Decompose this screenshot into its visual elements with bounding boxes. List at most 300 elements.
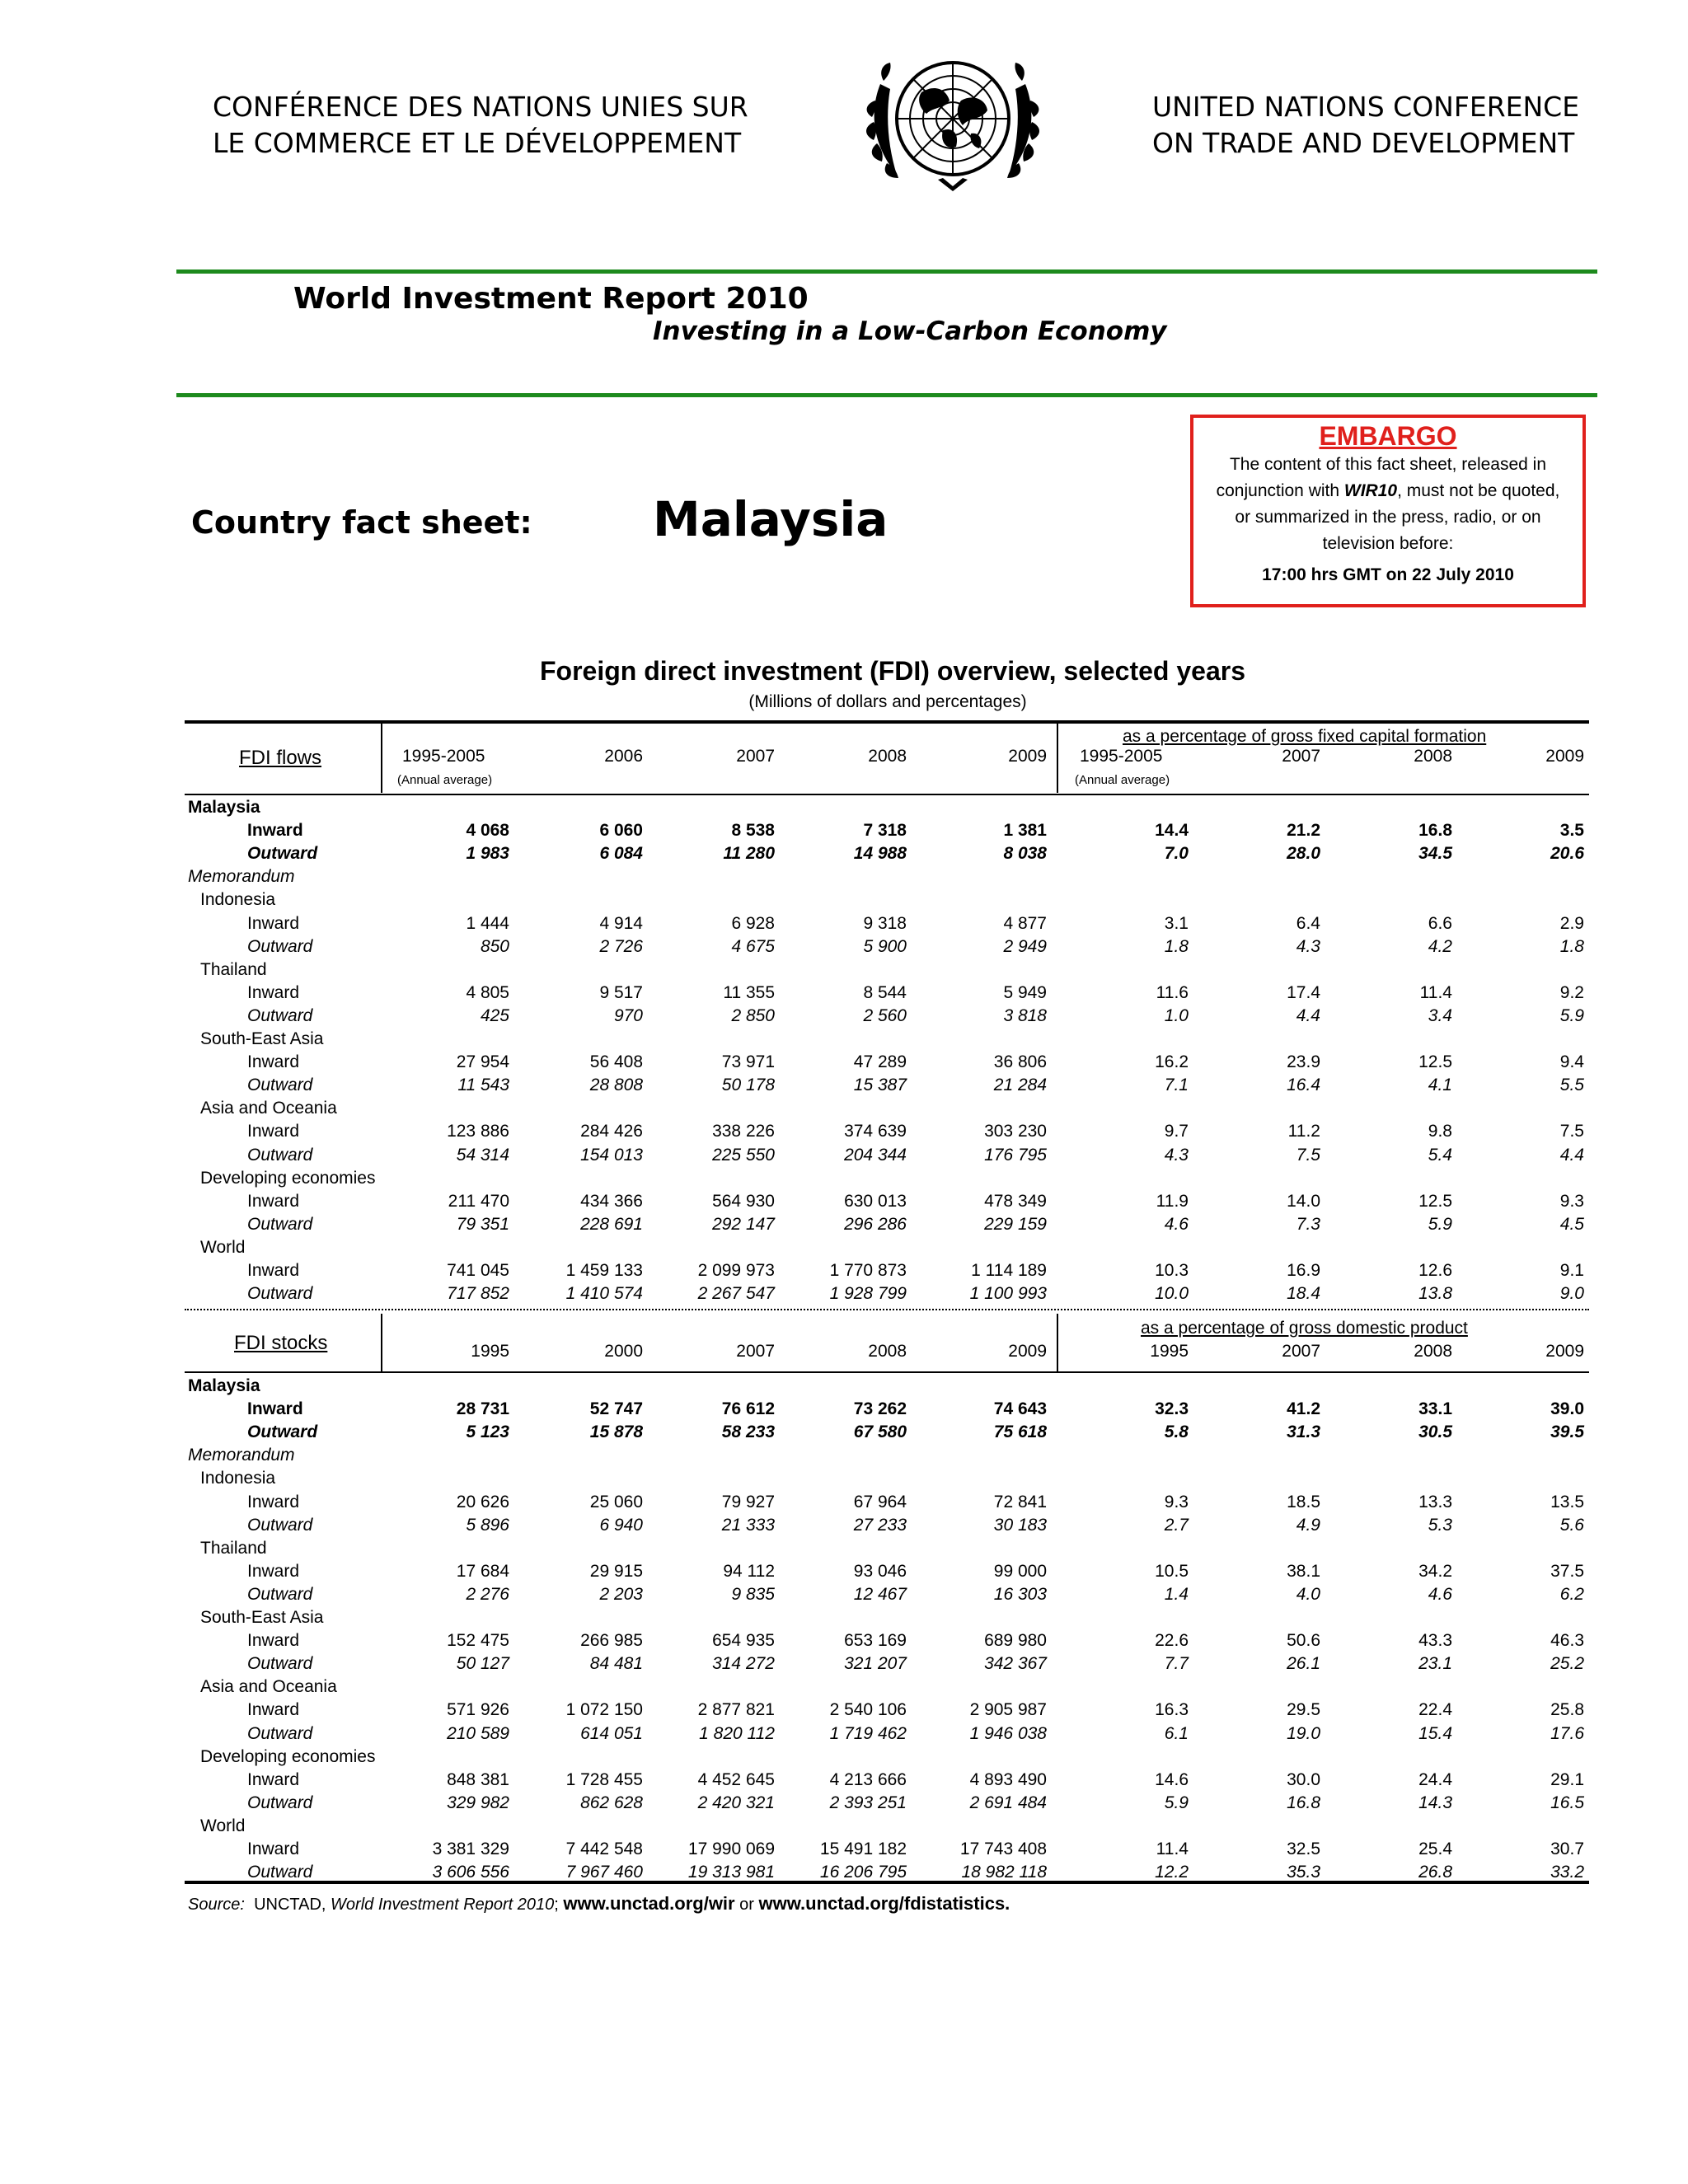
table-cell: 5 949 bbox=[1003, 983, 1047, 1002]
table-cell: 7 442 548 bbox=[565, 1840, 643, 1858]
row-label: Inward bbox=[247, 1192, 300, 1211]
flows-column-header: 2006 bbox=[604, 747, 643, 766]
table-cell: 6.2 bbox=[1559, 1585, 1584, 1604]
table-top-rule bbox=[185, 720, 1589, 724]
stocks-column-header: 2007 bbox=[736, 1342, 775, 1361]
table-row bbox=[0, 1677, 1688, 1700]
table-cell: 6 940 bbox=[599, 1516, 643, 1535]
embargo-line3: or summarized in the press, radio, or on bbox=[1235, 508, 1541, 527]
table-cell: 73 971 bbox=[721, 1052, 775, 1071]
table-cell: 21 333 bbox=[721, 1516, 775, 1535]
table-cell: 15 878 bbox=[589, 1422, 643, 1441]
embargo-time: 17:00 hrs GMT on 22 July 2010 bbox=[1262, 565, 1514, 584]
table-cell: 3 818 bbox=[1003, 1006, 1047, 1025]
table-row bbox=[0, 1006, 1688, 1029]
table-cell: 35.3 bbox=[1287, 1863, 1320, 1882]
row-label: Inward bbox=[247, 1700, 300, 1719]
table-cell: 228 691 bbox=[580, 1215, 643, 1234]
row-label: Malaysia bbox=[188, 1376, 260, 1395]
table-cell: 4.5 bbox=[1559, 1215, 1584, 1234]
row-label: Inward bbox=[247, 1840, 300, 1858]
table-row bbox=[0, 1562, 1688, 1585]
table-cell: 314 272 bbox=[712, 1654, 775, 1673]
embargo-line2 bbox=[1193, 478, 1582, 504]
row-label: Inward bbox=[247, 821, 303, 840]
stocks-column-header: 2000 bbox=[604, 1342, 643, 1361]
table-row bbox=[0, 1469, 1688, 1492]
flows-annual-note-right: (Annual average) bbox=[1075, 773, 1170, 787]
table-cell: 4 452 645 bbox=[697, 1770, 775, 1789]
french-header bbox=[213, 89, 748, 162]
table-cell: 43.3 bbox=[1418, 1631, 1452, 1650]
table-row bbox=[0, 1261, 1688, 1284]
table-row bbox=[0, 1608, 1688, 1631]
flows-column-header: 2007 bbox=[1282, 747, 1320, 766]
fact-sheet-label: Country fact sheet: bbox=[191, 504, 532, 541]
row-label: Outward bbox=[247, 1724, 313, 1743]
table-row bbox=[0, 1169, 1688, 1192]
flows-column-header: 2009 bbox=[1008, 747, 1047, 766]
report-title: World Investment Report 2010 bbox=[293, 282, 809, 316]
table-cell: 689 980 bbox=[984, 1631, 1047, 1650]
table-cell: 29.5 bbox=[1287, 1700, 1320, 1719]
flows-column-header: 2007 bbox=[736, 747, 775, 766]
embargo-line4: television before: bbox=[1322, 534, 1454, 553]
table-cell: 17 743 408 bbox=[959, 1840, 1047, 1858]
flows-annual-note-left: (Annual average) bbox=[397, 773, 493, 787]
table-cell: 4 675 bbox=[731, 937, 775, 956]
table-cell: 2 949 bbox=[1003, 937, 1047, 956]
table-row bbox=[0, 960, 1688, 983]
table-cell: 2 420 321 bbox=[697, 1793, 775, 1812]
table-cell: 7 967 460 bbox=[565, 1863, 643, 1882]
table-cell: 434 366 bbox=[580, 1192, 643, 1211]
row-label: Inward bbox=[247, 983, 300, 1002]
table-cell: 3.1 bbox=[1164, 914, 1189, 933]
table-cell: 93 046 bbox=[853, 1562, 907, 1581]
table-row bbox=[0, 1422, 1688, 1446]
table-cell: 6.4 bbox=[1296, 914, 1320, 933]
table-row bbox=[0, 1376, 1688, 1399]
flows-column-header: 2008 bbox=[1414, 747, 1452, 766]
table-cell: 266 985 bbox=[580, 1631, 643, 1650]
table-cell: 34.5 bbox=[1418, 844, 1452, 863]
row-label: Memorandum bbox=[188, 1446, 295, 1465]
table-cell: 22.4 bbox=[1418, 1700, 1452, 1719]
table-cell: 2 691 484 bbox=[969, 1793, 1047, 1812]
stocks-column-header: 2009 bbox=[1545, 1342, 1584, 1361]
table-cell: 2 877 821 bbox=[697, 1700, 775, 1719]
table-cell: 342 367 bbox=[984, 1654, 1047, 1673]
table-cell: 25.2 bbox=[1550, 1654, 1584, 1673]
table-cell: 6 084 bbox=[599, 844, 643, 863]
stocks-header-rule bbox=[185, 1371, 1589, 1373]
table-row bbox=[0, 1747, 1688, 1770]
table-cell: 4.3 bbox=[1296, 937, 1320, 956]
flows-header-divider-right bbox=[1057, 724, 1058, 793]
source-text: UNCTAD, bbox=[254, 1896, 331, 1914]
table-cell: 571 926 bbox=[447, 1700, 509, 1719]
table-cell: 47 289 bbox=[853, 1052, 907, 1071]
table-cell: 14.0 bbox=[1287, 1192, 1320, 1211]
table-row bbox=[0, 1654, 1688, 1677]
table-cell: 28.0 bbox=[1287, 844, 1320, 863]
table-cell: 7.3 bbox=[1296, 1215, 1320, 1234]
table-cell: 39.5 bbox=[1550, 1422, 1584, 1441]
table-cell: 16.2 bbox=[1155, 1052, 1189, 1071]
table-cell: 17 990 069 bbox=[687, 1840, 775, 1858]
row-label: Inward bbox=[247, 1052, 300, 1071]
table-cell: 26.8 bbox=[1418, 1863, 1452, 1882]
table-cell: 654 935 bbox=[712, 1631, 775, 1650]
row-label: Outward bbox=[247, 1654, 313, 1673]
table-cell: 29 915 bbox=[589, 1562, 643, 1581]
table-cell: 24.4 bbox=[1418, 1770, 1452, 1789]
table-cell: 10.5 bbox=[1155, 1562, 1189, 1581]
table-cell: 2 905 987 bbox=[969, 1700, 1047, 1719]
table-cell: 2.7 bbox=[1164, 1516, 1189, 1535]
table-row bbox=[0, 983, 1688, 1006]
table-cell: 321 207 bbox=[844, 1654, 907, 1673]
table-cell: 99 000 bbox=[993, 1562, 1047, 1581]
source-link-wir[interactable]: www.unctad.org/wir bbox=[563, 1893, 735, 1914]
table-cell: 54 314 bbox=[456, 1146, 509, 1165]
table-cell: 46.3 bbox=[1550, 1631, 1584, 1650]
stocks-column-header: 2008 bbox=[1414, 1342, 1452, 1361]
table-cell: 32.5 bbox=[1287, 1840, 1320, 1858]
row-label: Outward bbox=[247, 1516, 313, 1535]
table-cell: 204 344 bbox=[844, 1146, 907, 1165]
row-label: Outward bbox=[247, 1215, 313, 1234]
table-row bbox=[0, 914, 1688, 937]
table-cell: 303 230 bbox=[984, 1122, 1047, 1141]
table-cell: 17 684 bbox=[456, 1562, 509, 1581]
table-cell: 72 841 bbox=[993, 1493, 1047, 1511]
table-cell: 9 835 bbox=[731, 1585, 775, 1604]
row-label: Inward bbox=[247, 1493, 300, 1511]
table-cell: 30.5 bbox=[1418, 1422, 1452, 1441]
table-row bbox=[0, 1076, 1688, 1099]
table-cell: 52 747 bbox=[589, 1399, 643, 1418]
table-cell: 2 203 bbox=[599, 1585, 643, 1604]
table-cell: 1.0 bbox=[1164, 1006, 1189, 1025]
table-cell: 14 988 bbox=[853, 844, 907, 863]
table-row bbox=[0, 1215, 1688, 1238]
table-cell: 176 795 bbox=[984, 1146, 1047, 1165]
table-cell: 36 806 bbox=[993, 1052, 1047, 1071]
embargo-box bbox=[1190, 415, 1586, 607]
table-cell: 74 643 bbox=[993, 1399, 1047, 1418]
table-cell: 5 123 bbox=[466, 1422, 509, 1441]
table-cell: 154 013 bbox=[580, 1146, 643, 1165]
table-cell: 75 618 bbox=[993, 1422, 1047, 1441]
table-cell: 3 381 329 bbox=[432, 1840, 509, 1858]
table-cell: 4.2 bbox=[1428, 937, 1452, 956]
table-cell: 30 183 bbox=[993, 1516, 1047, 1535]
table-row bbox=[0, 1052, 1688, 1076]
table-cell: 20.6 bbox=[1550, 844, 1584, 863]
table-cell: 6 928 bbox=[731, 914, 775, 933]
table-cell: 374 639 bbox=[844, 1122, 907, 1141]
flows-column-header: 2009 bbox=[1545, 747, 1584, 766]
source-sep: ; bbox=[554, 1896, 564, 1914]
table-cell: 7.0 bbox=[1164, 844, 1189, 863]
table-row bbox=[0, 1446, 1688, 1469]
table-cell: 16.4 bbox=[1287, 1076, 1320, 1094]
table-cell: 9.2 bbox=[1559, 983, 1584, 1002]
table-cell: 73 262 bbox=[853, 1399, 907, 1418]
table-row bbox=[0, 1029, 1688, 1052]
table-cell: 210 589 bbox=[447, 1724, 509, 1743]
table-cell: 8 538 bbox=[731, 821, 775, 840]
table-cell: 3 606 556 bbox=[432, 1863, 509, 1882]
table-cell: 5.9 bbox=[1428, 1215, 1452, 1234]
table-title: Foreign direct investment (FDI) overview, selected years bbox=[540, 656, 1245, 686]
table-cell: 16.9 bbox=[1287, 1261, 1320, 1280]
table-row bbox=[0, 821, 1688, 844]
table-cell: 67 580 bbox=[853, 1422, 907, 1441]
table-cell: 76 612 bbox=[721, 1399, 775, 1418]
row-label: Outward bbox=[247, 1284, 313, 1303]
table-cell: 2 393 251 bbox=[829, 1793, 907, 1812]
table-cell: 5.6 bbox=[1559, 1516, 1584, 1535]
table-cell: 19.0 bbox=[1287, 1724, 1320, 1743]
row-label: Inward bbox=[247, 1631, 300, 1650]
table-row bbox=[0, 1539, 1688, 1562]
row-label: South-East Asia bbox=[200, 1608, 324, 1627]
embargo-line2-pre: conjunction with bbox=[1216, 481, 1344, 500]
table-cell: 3.4 bbox=[1428, 1006, 1452, 1025]
table-row bbox=[0, 890, 1688, 913]
table-cell: 25 060 bbox=[589, 1493, 643, 1511]
table-cell: 9.4 bbox=[1559, 1052, 1584, 1071]
table-cell: 7 318 bbox=[863, 821, 907, 840]
row-label: Memorandum bbox=[188, 867, 295, 886]
stocks-column-header: 1995 bbox=[471, 1342, 509, 1361]
table-cell: 4 805 bbox=[466, 983, 509, 1002]
source-link-fdistatistics[interactable]: www.unctad.org/fdistatistics. bbox=[758, 1893, 1010, 1914]
table-cell: 1 928 799 bbox=[829, 1284, 907, 1303]
table-cell: 22.6 bbox=[1155, 1631, 1189, 1650]
table-cell: 50.6 bbox=[1287, 1631, 1320, 1650]
row-label: Inward bbox=[247, 1122, 300, 1141]
table-cell: 4.9 bbox=[1296, 1516, 1320, 1535]
table-cell: 717 852 bbox=[447, 1284, 509, 1303]
table-cell: 4 914 bbox=[599, 914, 643, 933]
table-row bbox=[0, 1770, 1688, 1793]
table-cell: 3.5 bbox=[1559, 821, 1584, 840]
table-cell: 848 381 bbox=[447, 1770, 509, 1789]
table-cell: 15.4 bbox=[1418, 1724, 1452, 1743]
table-cell: 1 444 bbox=[466, 914, 509, 933]
flows-column-header: 2008 bbox=[868, 747, 907, 766]
french-header-line2: LE COMMERCE ET LE DÉVELOPPEMENT bbox=[213, 127, 742, 159]
flows-section-label: FDI flows bbox=[239, 747, 322, 769]
table-cell: 7.1 bbox=[1164, 1076, 1189, 1094]
table-cell: 18 982 118 bbox=[961, 1863, 1047, 1882]
table-cell: 329 982 bbox=[447, 1793, 509, 1812]
english-header-line1: UNITED NATIONS CONFERENCE bbox=[1152, 91, 1580, 123]
table-cell: 56 408 bbox=[589, 1052, 643, 1071]
source-or: or bbox=[734, 1896, 759, 1914]
flows-pct-heading: as a percentage of gross fixed capital formation bbox=[1123, 727, 1487, 746]
table-cell: 4 893 490 bbox=[969, 1770, 1047, 1789]
table-cell: 16.3 bbox=[1155, 1700, 1189, 1719]
row-label: Developing economies bbox=[200, 1169, 376, 1188]
table-cell: 1 410 574 bbox=[565, 1284, 643, 1303]
embargo-line1: The content of this fact sheet, released in bbox=[1229, 455, 1547, 474]
table-cell: 16 206 795 bbox=[819, 1863, 907, 1882]
row-label: Indonesia bbox=[200, 890, 276, 909]
table-cell: 338 226 bbox=[712, 1122, 775, 1141]
table-cell: 4.6 bbox=[1428, 1585, 1452, 1604]
table-row bbox=[0, 1238, 1688, 1261]
row-label: Inward bbox=[247, 1399, 303, 1418]
table-cell: 94 112 bbox=[723, 1562, 775, 1581]
table-cell: 9.7 bbox=[1164, 1122, 1189, 1141]
row-label: Thailand bbox=[200, 960, 267, 979]
table-cell: 4.6 bbox=[1164, 1215, 1189, 1234]
table-cell: 4 877 bbox=[1003, 914, 1047, 933]
table-cell: 211 470 bbox=[448, 1192, 509, 1211]
table-cell: 26.1 bbox=[1287, 1654, 1320, 1673]
source-label: Source: bbox=[188, 1896, 245, 1914]
table-cell: 17.4 bbox=[1287, 983, 1320, 1002]
table-cell: 31.3 bbox=[1287, 1422, 1320, 1441]
table-cell: 850 bbox=[480, 937, 509, 956]
table-cell: 4.4 bbox=[1296, 1006, 1320, 1025]
table-cell: 123 886 bbox=[447, 1122, 509, 1141]
table-cell: 296 286 bbox=[844, 1215, 907, 1234]
row-label: Outward bbox=[247, 1076, 313, 1094]
table-cell: 4.1 bbox=[1428, 1076, 1452, 1094]
table-cell: 38.1 bbox=[1287, 1562, 1320, 1581]
table-cell: 8 038 bbox=[1003, 844, 1047, 863]
english-header-line2: ON TRADE AND DEVELOPMENT bbox=[1152, 127, 1575, 159]
row-label: Inward bbox=[247, 1562, 300, 1581]
table-cell: 425 bbox=[480, 1006, 509, 1025]
row-label: South-East Asia bbox=[200, 1029, 324, 1048]
table-cell: 25.4 bbox=[1418, 1840, 1452, 1858]
table-row bbox=[0, 1399, 1688, 1422]
english-header bbox=[1152, 89, 1579, 162]
table-cell: 11.9 bbox=[1156, 1192, 1189, 1211]
source-note bbox=[188, 1893, 1010, 1915]
table-cell: 11 543 bbox=[457, 1076, 509, 1094]
table-cell: 5 896 bbox=[466, 1516, 509, 1535]
table-cell: 1 728 455 bbox=[565, 1770, 643, 1789]
table-cell: 9 517 bbox=[599, 983, 643, 1002]
table-cell: 8 544 bbox=[863, 983, 907, 1002]
table-cell: 478 349 bbox=[984, 1192, 1047, 1211]
embargo-text bbox=[1193, 452, 1582, 557]
green-rule-bottom bbox=[176, 393, 1597, 397]
table-cell: 5.3 bbox=[1428, 1516, 1452, 1535]
table-cell: 1 820 112 bbox=[699, 1724, 775, 1743]
table-cell: 33.2 bbox=[1550, 1863, 1584, 1882]
table-cell: 12.6 bbox=[1418, 1261, 1452, 1280]
table-cell: 2 560 bbox=[863, 1006, 907, 1025]
table-cell: 84 481 bbox=[589, 1654, 643, 1673]
table-cell: 33.1 bbox=[1418, 1399, 1452, 1418]
table-cell: 11.2 bbox=[1287, 1122, 1320, 1141]
table-cell: 1 114 189 bbox=[971, 1261, 1047, 1280]
section-dotted-rule bbox=[185, 1309, 1589, 1310]
table-cell: 7.7 bbox=[1164, 1654, 1189, 1673]
table-cell: 18.5 bbox=[1287, 1493, 1320, 1511]
table-cell: 292 147 bbox=[712, 1215, 775, 1234]
table-row bbox=[0, 1840, 1688, 1863]
table-cell: 12.2 bbox=[1155, 1863, 1189, 1882]
table-row bbox=[0, 1816, 1688, 1840]
table-cell: 30.7 bbox=[1550, 1840, 1584, 1858]
table-cell: 5 900 bbox=[863, 937, 907, 956]
table-cell: 6.1 bbox=[1164, 1724, 1189, 1743]
table-cell: 970 bbox=[613, 1006, 643, 1025]
table-cell: 21 284 bbox=[993, 1076, 1047, 1094]
table-cell: 16.8 bbox=[1287, 1793, 1320, 1812]
stocks-column-header: 2009 bbox=[1008, 1342, 1047, 1361]
row-label: Asia and Oceania bbox=[200, 1099, 337, 1118]
table-cell: 9.3 bbox=[1559, 1192, 1584, 1211]
table-cell: 1 770 873 bbox=[829, 1261, 907, 1280]
table-cell: 9.1 bbox=[1559, 1261, 1584, 1280]
table-cell: 1.4 bbox=[1164, 1585, 1189, 1604]
table-cell: 653 169 bbox=[844, 1631, 907, 1650]
table-cell: 16.5 bbox=[1550, 1793, 1584, 1812]
table-row bbox=[0, 1122, 1688, 1145]
table-cell: 11 280 bbox=[723, 844, 775, 863]
table-cell: 19 313 981 bbox=[687, 1863, 775, 1882]
table-cell: 39.0 bbox=[1550, 1399, 1584, 1418]
row-label: Thailand bbox=[200, 1539, 267, 1558]
table-cell: 29.1 bbox=[1550, 1770, 1584, 1789]
table-cell: 1 072 150 bbox=[565, 1700, 643, 1719]
table-cell: 23.1 bbox=[1418, 1654, 1452, 1673]
row-label: Malaysia bbox=[188, 798, 260, 817]
country-name: Malaysia bbox=[653, 491, 889, 547]
table-row bbox=[0, 798, 1688, 821]
table-cell: 2 726 bbox=[599, 937, 643, 956]
row-label: Outward bbox=[247, 1793, 313, 1812]
table-cell: 25.8 bbox=[1550, 1700, 1584, 1719]
table-cell: 34.2 bbox=[1418, 1562, 1452, 1581]
table-cell: 11.4 bbox=[1156, 1840, 1189, 1858]
table-cell: 4 213 666 bbox=[829, 1770, 907, 1789]
stocks-section-label: FDI stocks bbox=[234, 1332, 328, 1354]
table-cell: 13.3 bbox=[1418, 1493, 1452, 1511]
table-row bbox=[0, 1192, 1688, 1215]
table-row bbox=[0, 1516, 1688, 1539]
table-cell: 7.5 bbox=[1559, 1122, 1584, 1141]
table-row bbox=[0, 1793, 1688, 1816]
table-cell: 67 964 bbox=[853, 1493, 907, 1511]
stocks-column-header: 2007 bbox=[1282, 1342, 1320, 1361]
report-subtitle: Investing in a Low-Carbon Economy bbox=[653, 316, 1167, 346]
table-cell: 10.0 bbox=[1155, 1284, 1189, 1303]
table-cell: 229 159 bbox=[984, 1215, 1047, 1234]
table-cell: 564 930 bbox=[712, 1192, 775, 1211]
table-row bbox=[0, 1700, 1688, 1723]
table-cell: 630 013 bbox=[844, 1192, 907, 1211]
table-cell: 152 475 bbox=[447, 1631, 509, 1650]
table-cell: 20 626 bbox=[456, 1493, 509, 1511]
table-cell: 18.4 bbox=[1287, 1284, 1320, 1303]
flows-column-header: 1995-2005 bbox=[1080, 747, 1163, 766]
table-cell: 9.3 bbox=[1164, 1493, 1189, 1511]
table-cell: 614 051 bbox=[580, 1724, 643, 1743]
row-label: Inward bbox=[247, 1261, 300, 1280]
